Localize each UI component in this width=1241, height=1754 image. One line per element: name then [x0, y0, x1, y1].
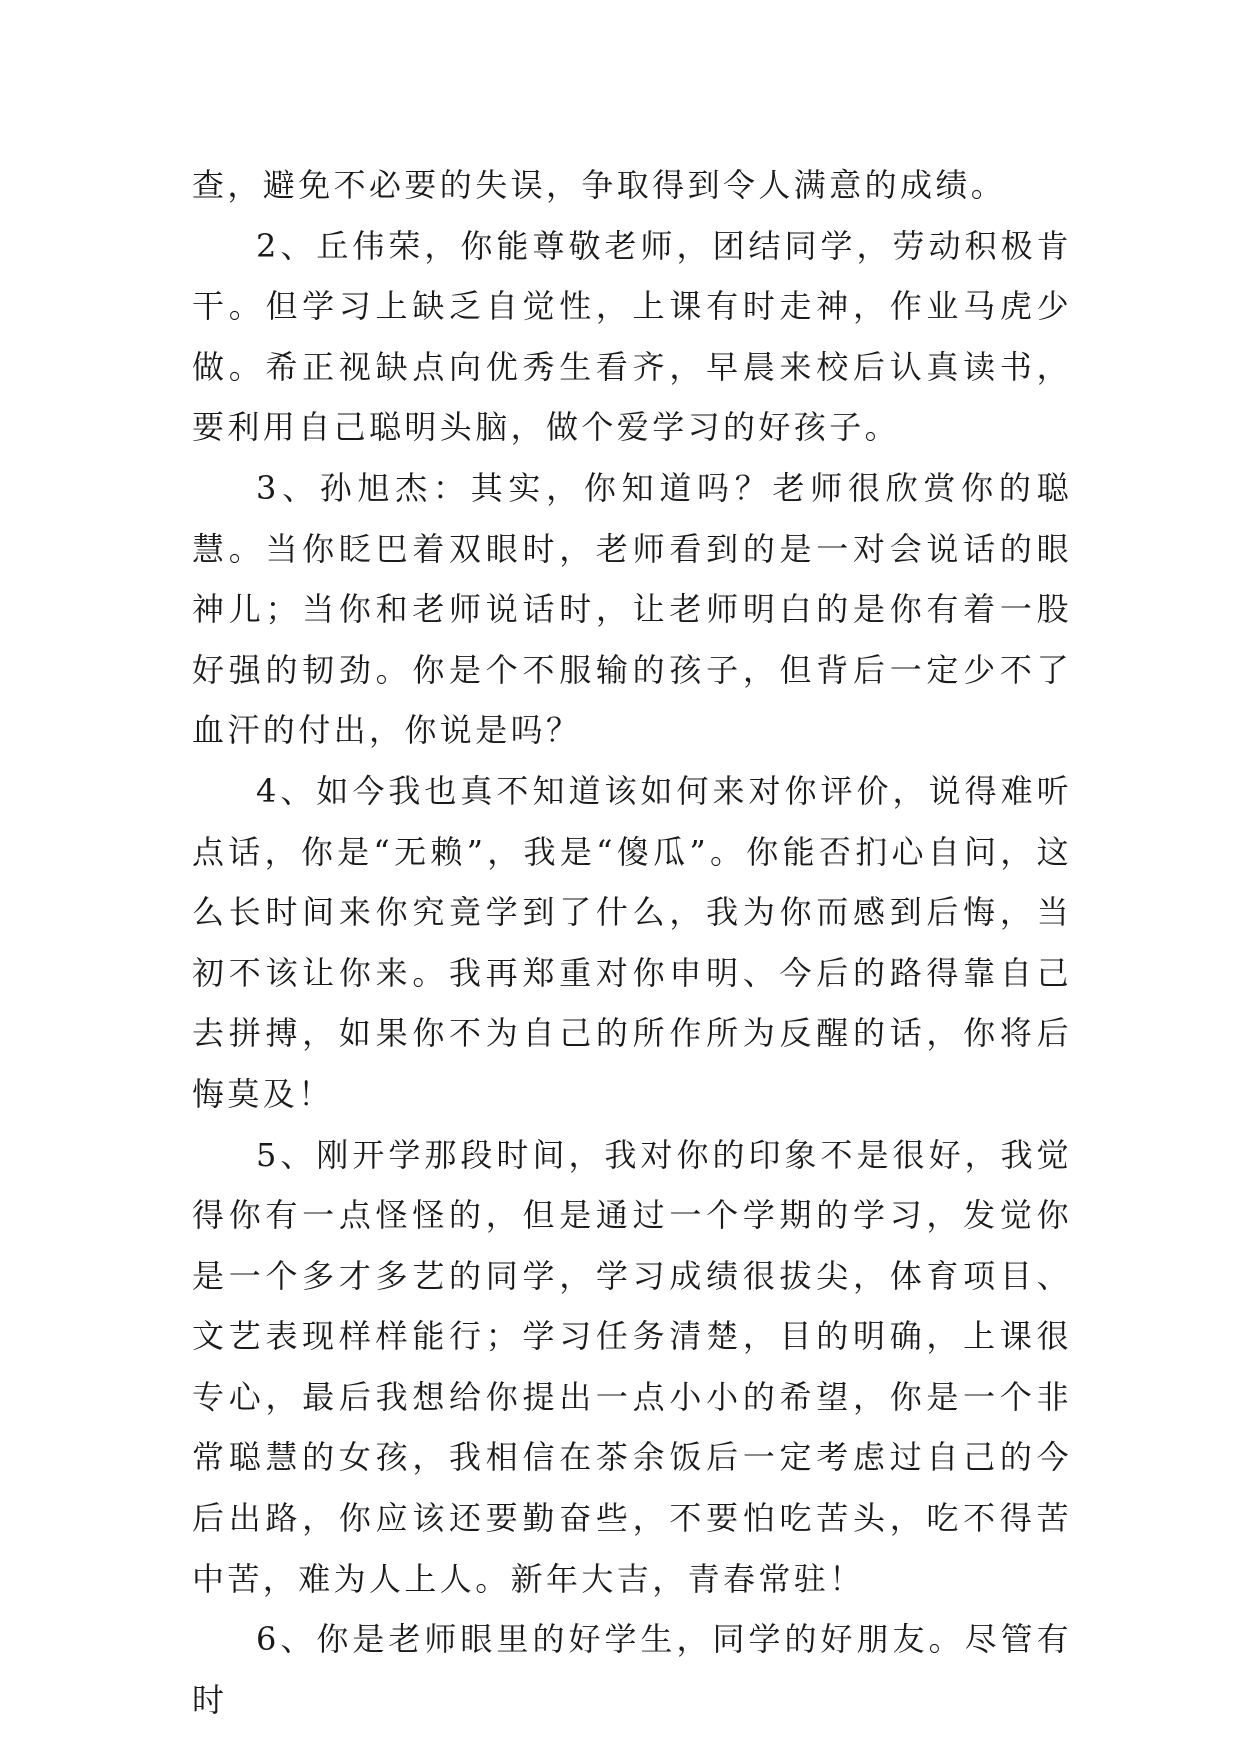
- paragraph-comment-6: 6、你是老师眼里的好学生，同学的好朋友。尽管有时: [192, 1620, 1072, 1719]
- document-body: [192, 155, 1072, 1730]
- paragraph-comment-4: 4、如今我也真不知道该如何来对你评价，说得难听点话，你是“无赖”，我是“傻瓜”。你能否扪心自问，这么长时间来你究竟学到了什么，我为你而感到后悔，当初不该让你来。我再郑重对你申明、今后的路得靠自己去拼搏，如果你不为自己的所作所为反醒的话，你将后悔莫及！: [192, 771, 1072, 1113]
- paragraph-comment-5: 5、刚开学那段时间，我对你的印象不是很好，我觉得你有一点怪怪的，但是通过一个学期的学习，发觉你是一个多才多艺的同学，学习成绩很拔尖，体育项目、文艺表现样样能行；学习任务清楚，目的明确，上课很专心，最后我想给你提出一点小小的希望，你是一个非常聪慧的女孩，我相信在茶余饭后一定考虑过自己的今后出路，你应该还要勤奋些，不要怕吃苦头，吃不得苦中苦，难为人上人。新年大吉，青春常驻！: [192, 1135, 1072, 1598]
- paragraph-continuation: 查，避免不必要的失误，争取得到令人满意的成绩。: [192, 166, 1007, 204]
- paragraph-comment-3: 3、孙旭杰：其实，你知道吗？老师很欣赏你的聪慧。当你眨巴着双眼时，老师看到的是一对会说话的眼神儿；当你和老师说话时，让老师明白的是你有着一股好强的韧劲。你是个不服输的孩子，但背后一定少不了血汗的付出，你说是吗？: [192, 468, 1072, 750]
- paragraph-comment-2: 2、丘伟荣，你能尊敬老师，团结同学，劳动积极肯干。但学习上缺乏自觉性，上课有时走神，作业马虎少做。希正视缺点向优秀生看齐，早晨来校后认真读书，要利用自己聪明头脑，做个爱学习的好孩子。: [192, 226, 1072, 447]
